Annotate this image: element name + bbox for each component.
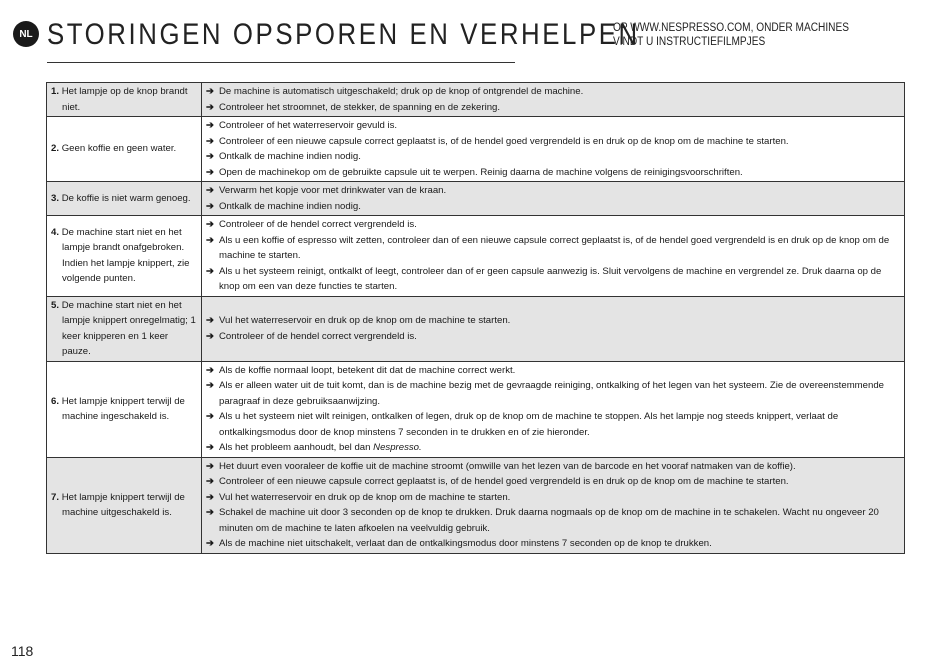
problem-text: Het lampje knippert terwijl de machine uitgeschakeld is.	[61, 491, 185, 518]
table-row	[47, 83, 905, 117]
arrow-right-icon: ➔	[206, 460, 215, 472]
table-row	[47, 457, 905, 553]
solution-step: ➔ Vul het waterreservoir en druk op de knop om de machine te starten.	[206, 313, 900, 329]
problem-text: Het lampje op de knop brandt niet.	[61, 86, 188, 113]
solution-cell	[202, 117, 905, 182]
solution-step: ➔ Vul het waterreservoir en druk op de knop om de machine te starten.	[206, 490, 900, 506]
arrow-right-icon: ➔	[206, 219, 215, 230]
table-row	[47, 216, 905, 297]
solution-step: ➔ Als de machine niet uitschakelt, verlaat dan de ontkalkingsmodus door minstens 7 seconden op de knop te drukken.	[206, 536, 900, 552]
arrow-right-icon: ➔	[206, 234, 215, 246]
arrow-right-icon: ➔	[206, 491, 215, 503]
problem-cell	[47, 296, 202, 361]
arrow-right-icon: ➔	[206, 101, 215, 113]
solution-step: ➔ Het duurt even vooraleer de koffie uit de machine stroomt (omwille van het lezen van de barcode en het vooraf natmaken van de koffie).	[206, 459, 900, 475]
table-row	[47, 182, 905, 216]
solution-cell	[202, 182, 905, 216]
arrow-right-icon: ➔	[206, 411, 215, 422]
table-row	[47, 296, 905, 361]
solution-cell	[202, 216, 905, 297]
table-row	[47, 361, 905, 457]
solution-step: ➔ Als het probleem aanhoudt, bel dan Nespresso.	[206, 440, 900, 456]
solution-step: ➔ Schakel de machine uit door 3 seconden op de knop te drukken. Druk daarna nogmaals op de knop om de machine in te schakelen. Wacht nu ongeveer 20 minuten om de machine te laten afkoelen na veelvuldig gebruik.	[206, 507, 879, 534]
arrow-right-icon: ➔	[206, 265, 215, 277]
arrow-right-icon: ➔	[206, 442, 215, 453]
problem-text: De koffie is niet warm genoeg.	[61, 192, 191, 204]
brand-name: Nespresso.	[373, 442, 422, 453]
arrow-right-icon: ➔	[206, 135, 215, 147]
problem-number: 4.	[51, 226, 60, 238]
arrow-right-icon: ➔	[206, 200, 215, 212]
problem-text: De machine start niet en het lampje brandt onafgebroken. Indien het lampje knippert, zie volgende punten.	[61, 226, 190, 285]
problem-cell	[47, 182, 202, 216]
solution-cell	[202, 83, 905, 117]
arrow-right-icon: ➔	[206, 151, 215, 162]
solution-step: ➔ Controleer het stroomnet, de stekker, de spanning en de zekering.	[206, 100, 900, 116]
problem-cell	[47, 83, 202, 117]
problem-number: 3.	[51, 192, 60, 204]
solution-step: ➔ Open de machinekop om de gebruikte capsule uit te werpen. Reinig daarna de machine volgens de reinigingsvoorschriften.	[206, 165, 900, 181]
solution-step: ➔ Controleer of een nieuwe capsule correct geplaatst is, of de hendel goed vergrendeld is en druk op de knop om de machine te starten.	[206, 134, 900, 150]
problem-number: 1.	[51, 86, 60, 97]
video-note-line-1: OP WWW.NESPRESSO.COM, ONDER MACHINES	[613, 22, 849, 34]
arrow-right-icon: ➔	[206, 538, 215, 549]
solution-cell	[202, 296, 905, 361]
problem-text: Geen koffie en geen water.	[61, 143, 177, 155]
solution-step: ➔ Als u het systeem reinigt, ontkalkt of leegt, controleer dan of er geen capsule aanwezig is. Sluit vervolgens de machine en vergrendel ze. Druk daarna op de knop om een van deze functies te starten.	[206, 265, 882, 292]
problem-text: Het lampje knippert terwijl de machine ingeschakeld is.	[61, 395, 185, 422]
solution-cell	[202, 361, 905, 457]
problem-number: 5.	[51, 299, 60, 311]
arrow-right-icon: ➔	[206, 166, 215, 178]
problem-cell	[47, 457, 202, 553]
troubleshooting-table	[46, 82, 905, 554]
arrow-right-icon: ➔	[206, 476, 215, 487]
page-title: STORINGEN OPSPOREN EN VERHELPEN	[47, 18, 640, 51]
arrow-right-icon: ➔	[206, 364, 215, 376]
solution-step: ➔ Controleer of het waterreservoir gevuld is.	[206, 118, 900, 134]
solution-step: ➔ De machine is automatisch uitgeschakeld; druk op de knop of ontgrendel de machine.	[206, 84, 900, 100]
solution-step: ➔ Controleer of de hendel correct vergrendeld is.	[206, 329, 900, 345]
arrow-right-icon: ➔	[206, 120, 215, 131]
video-note	[613, 21, 895, 49]
arrow-right-icon: ➔	[206, 380, 215, 391]
problem-number: 6.	[51, 395, 60, 407]
problem-text: De machine start niet en het lampje knippert onregelmatig; 1 keer knipperen en 1 keer pauze.	[61, 299, 196, 357]
problem-number: 2.	[51, 143, 60, 155]
solution-step: ➔ Ontkalk de machine indien nodig.	[206, 199, 900, 215]
language-badge: NL	[13, 21, 39, 47]
arrow-right-icon: ➔	[206, 507, 215, 518]
page-number: 118	[11, 643, 34, 659]
problem-cell	[47, 117, 202, 182]
arrow-right-icon: ➔	[206, 315, 215, 326]
arrow-right-icon: ➔	[206, 185, 215, 196]
problem-number: 7.	[51, 491, 60, 503]
arrow-right-icon: ➔	[206, 330, 215, 342]
arrow-right-icon: ➔	[206, 86, 215, 97]
problem-cell	[47, 361, 202, 457]
solution-step: ➔ Als er alleen water uit de tuit komt, dan is de machine bezig met de gevraagde reiniging, ontkalking of het legen van het systeem. Zie de overeenstemmende paragraaf in deze gebruiksaanwijzing.	[206, 380, 885, 407]
solution-cell	[202, 457, 905, 553]
table-row	[47, 117, 905, 182]
solution-step: ➔ Ontkalk de machine indien nodig.	[206, 149, 900, 165]
solution-step: ➔ Als de koffie normaal loopt, betekent dit dat de machine correct werkt.	[206, 363, 900, 379]
solution-step: ➔ Als u een koffie of espresso wilt zetten, controleer dan of een nieuwe capsule correct geplaatst is, of de hendel goed vergrendeld is en druk op de knop om de machine te starten.	[206, 234, 890, 261]
solution-step: ➔ Controleer of een nieuwe capsule correct geplaatst is, of de hendel goed vergrendeld is en druk op de knop om de machine te starten.	[206, 474, 900, 490]
solution-step: ➔ Controleer of de hendel correct vergrendeld is.	[206, 217, 900, 233]
solution-step: ➔ Als u het systeem niet wilt reinigen, ontkalken of legen, druk op de knop om de machine te stoppen. Als het lampje nog steeds knippert, verlaat de ontkalkingsmodus door de knop minstens 7 seconden in te drukken en of zie hieronder.	[206, 411, 839, 438]
video-note-line-2: VINDT U INSTRUCTIEFILMPJES	[613, 36, 766, 48]
solution-step: ➔ Verwarm het kopje voor met drinkwater van de kraan.	[206, 183, 900, 199]
title-underline	[47, 62, 515, 63]
problem-cell	[47, 216, 202, 297]
